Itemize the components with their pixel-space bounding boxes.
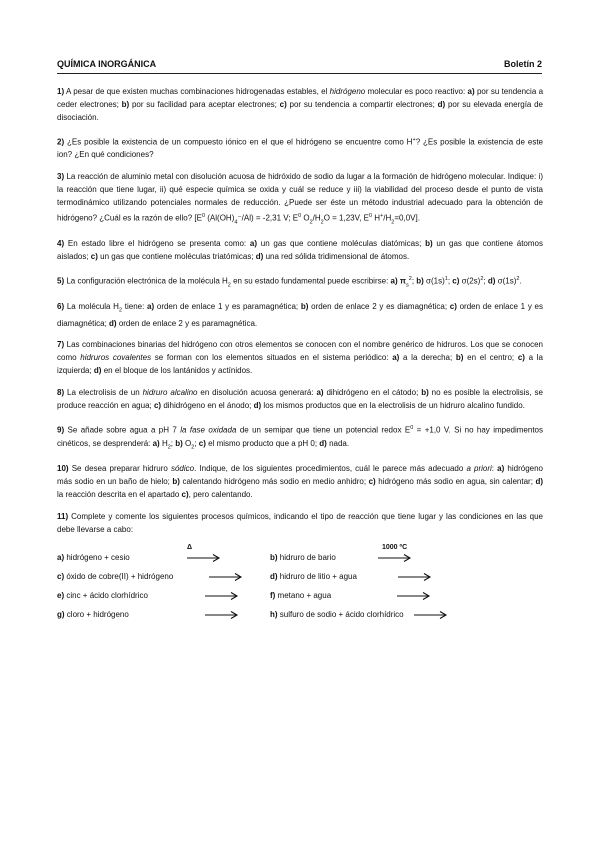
- question-text: b): [121, 99, 130, 109]
- question-text: c): [517, 353, 525, 363]
- question-4: [57, 238, 543, 264]
- question-text: La electrolisis de un: [67, 388, 143, 398]
- question-text: orden de enlace 1 y es paramagnética;: [154, 302, 301, 312]
- question-text: ;: [194, 438, 199, 448]
- question-number: 2): [57, 137, 65, 147]
- question-text: c): [279, 99, 287, 109]
- reaction-arrow-icon: [205, 610, 239, 620]
- reaction-item: [270, 590, 331, 603]
- question-text: no es posible la electrolisis, se produce reacción en agua;: [57, 388, 543, 411]
- reaction-arrow-icon: [398, 572, 432, 582]
- question-text: por su tendencia a ceder electrones;: [57, 87, 544, 109]
- question-text: d): [487, 276, 496, 286]
- question-text: 0: [298, 212, 302, 219]
- reaction-label: f): [270, 590, 276, 600]
- question-text: un gas que contiene átomos aislados;: [57, 239, 543, 261]
- question-text: d): [93, 366, 102, 376]
- question-text: σ(1s): [495, 276, 517, 286]
- question-number: 8): [57, 388, 65, 398]
- question-text: =0,0V].: [394, 213, 420, 223]
- question-text: Se desea preparar hidruro: [71, 464, 171, 474]
- question-text: 2: [480, 275, 484, 282]
- question-text: calentando hidrógeno más sodio en medio anhidro;: [179, 476, 369, 486]
- page-header: [57, 57, 542, 74]
- question-8: [57, 387, 543, 413]
- question-text: b): [300, 302, 309, 312]
- question-text: orden de enlace 2 y es paramagnética.: [116, 318, 258, 328]
- question-text: a): [392, 353, 400, 363]
- question-text: π: [399, 276, 406, 286]
- question-text: O: [301, 213, 310, 223]
- question-text: b): [425, 239, 433, 249]
- question-text: ? ¿Es posible la existencia de este ion? ¿En qué condiciones?: [57, 137, 543, 160]
- question-text: Se añade sobre agua a pH 7: [67, 425, 181, 435]
- reaction-label: c): [57, 571, 65, 581]
- question-text: d): [535, 476, 543, 486]
- question-7: [57, 339, 543, 378]
- question-text: . Indique, de los siguientes procedimientos, cuál le parece más adecuado: [194, 464, 467, 474]
- question-6: [57, 301, 543, 330]
- question-text: La molécula H: [66, 302, 119, 312]
- question-text: 2: [191, 444, 195, 451]
- reaction-label: h): [270, 609, 278, 619]
- question-text: 0: [369, 212, 373, 219]
- reaction-item: [57, 590, 148, 603]
- question-text: a priori: [466, 464, 492, 474]
- question-text: 0: [410, 424, 414, 431]
- question-text: d): [319, 438, 327, 448]
- question-text: tiene:: [122, 302, 148, 312]
- question-text: Complete y comente los siguientes procesos químicos, indicando el tipo de reacción que tiene lugar y las condiciones en las que debe llevarse a cabo:: [57, 511, 544, 534]
- question-text: a la izquierda;: [57, 353, 543, 376]
- question-list: [57, 86, 543, 626]
- question-text: 2: [309, 219, 313, 226]
- reaction-arrow-icon: [187, 553, 221, 563]
- reaction-item: [270, 571, 357, 584]
- question-number: 3): [57, 172, 65, 182]
- question-text: 2: [227, 282, 231, 289]
- question-number: 1): [57, 87, 65, 96]
- question-1: [57, 86, 543, 125]
- question-text: σ(2s): [459, 276, 481, 286]
- question-text: /H: [383, 213, 392, 223]
- question-text: en el bloque de los lantánidos y actínidos.: [101, 366, 253, 376]
- question-text: orden de enlace 2 y es diamagnética;: [308, 302, 450, 312]
- question-text: c): [153, 401, 162, 411]
- question-text: los mismos productos que en la electrolisis de un hidruro alcalino fundido.: [261, 401, 525, 411]
- question-text: Las combinaciones binarias del hidrógeno con otros elementos se conocen con el nombre genérico de hidruros. Los que se conocen como: [57, 340, 543, 363]
- question-text: c): [90, 251, 98, 261]
- question-text: dihidrógeno en el cátodo;: [323, 388, 422, 398]
- reaction-label: a): [57, 552, 65, 562]
- reaction-label: e): [57, 590, 65, 600]
- question-text: a): [152, 438, 160, 448]
- question-11: [57, 511, 543, 537]
- question-text: a la derecha;: [399, 353, 456, 363]
- question-text: ¿Es posible la existencia de un compuesto iónico en el que el hidrógeno se encuentre como H: [67, 137, 413, 147]
- question-text: en disolución acuosa generará:: [197, 388, 317, 398]
- question-text: 2: [118, 307, 123, 314]
- question-text: 2: [408, 275, 412, 282]
- question-text: por su facilidad para aceptar electrones;: [129, 99, 280, 109]
- question-text: una red sólida tridimensional de átomos.: [263, 251, 410, 261]
- question-3: [57, 171, 543, 229]
- reaction-arrow-icon: [414, 610, 448, 620]
- question-text: = +1,0 V. Si no hay impedimentos cinéticos, se desprenderá:: [57, 425, 544, 448]
- question-text: ;: [483, 276, 488, 286]
- reaction-reactants: hidrógeno + cesio: [64, 552, 130, 562]
- reaction-reactants: hidruro de bario: [277, 552, 336, 562]
- question-text: a): [316, 388, 324, 398]
- question-text: en su estado fundamental puede escribirse:: [230, 276, 391, 286]
- reaction-arrow-icon: [397, 591, 431, 601]
- question-text: el mismo producto que a pH 0;: [205, 438, 320, 448]
- question-text: b): [175, 438, 183, 448]
- question-text: por su tendencia a compartir electrones;: [286, 99, 438, 109]
- question-text: +: [380, 212, 384, 219]
- question-text: c): [181, 489, 189, 499]
- question-text: un gas que contiene moléculas diatómicas;: [257, 239, 426, 249]
- reaction-arrow-icon: [209, 572, 243, 582]
- question-text: hidrógeno más sodio en agua, sin calentar;: [375, 476, 536, 486]
- question-text: σ(1s): [423, 276, 445, 286]
- reaction-reactants: cinc + ácido clorhídrico: [64, 590, 148, 600]
- question-text: a): [249, 239, 258, 249]
- question-text: s: [406, 282, 409, 289]
- question-text: 2: [516, 275, 520, 282]
- question-text: 4: [234, 219, 238, 226]
- reaction-arrow-icon: [205, 591, 239, 601]
- question-number: 7): [57, 340, 65, 350]
- reaction-label: b): [270, 552, 278, 562]
- reaction-item: [270, 552, 336, 565]
- reaction-label: g): [57, 609, 65, 619]
- question-text: se forman con los elementos situados en el sistema periódico:: [151, 353, 393, 363]
- course-title: QUÍMICA INORGÁNICA: [57, 59, 157, 69]
- question-2: [57, 134, 543, 162]
- question-text: a): [497, 464, 505, 474]
- reaction-item: [270, 609, 404, 622]
- question-text: 0: [201, 212, 206, 219]
- question-text: c): [449, 302, 457, 312]
- question-text: ⁻/Al) = -2,31 V; E: [237, 213, 299, 223]
- question-text: d): [437, 99, 446, 109]
- sheet-title: Boletín 2: [503, 59, 542, 69]
- question-number: 5): [57, 276, 65, 286]
- question-text: 2: [167, 444, 171, 451]
- question-text: hidruro alcalino: [142, 388, 198, 398]
- reaction-label: d): [270, 571, 278, 581]
- question-text: c): [198, 438, 206, 448]
- question-text: 1: [444, 275, 448, 282]
- question-text: , pero calentando.: [188, 489, 253, 499]
- reaction-reactants: óxido de cobre(II) + hidrógeno: [64, 571, 174, 581]
- question-text: b): [416, 276, 424, 286]
- question-9: [57, 422, 543, 454]
- question-text: :: [491, 464, 498, 474]
- question-text: /H: [312, 213, 321, 223]
- question-text: ;: [447, 276, 453, 286]
- question-text: a): [147, 302, 155, 312]
- question-text: A pesar de que existen muchas combinaciones hidrogenadas estables, el: [66, 87, 330, 96]
- reaction-condition: Δ: [187, 543, 193, 551]
- question-text: ;: [170, 438, 176, 448]
- question-text: La reacción de aluminio metal con disolución acuosa de hidróxido de sodio da lugar a la formación de hidrógeno molecular. Indique: i) la reacción que tiene lugar, ii) qué especie química se oxida y cuál se reduce y iii) la viabilidad del proceso desde el punto de vista termodinámico utilizando potenciales normales de reducción. ¿Puede ser éste un método industrial adecuado para la obtención de hidrógeno? ¿Cuál es la razón de ello? [E: [57, 172, 543, 223]
- question-10: [57, 463, 543, 502]
- question-text: b): [421, 388, 429, 398]
- question-number: 11): [57, 511, 69, 521]
- reaction-item: [57, 609, 129, 622]
- question-text: un gas que contiene moléculas triatómicas;: [97, 251, 256, 261]
- question-text: de un semipar que tiene un potencial redox E: [236, 425, 411, 435]
- question-text: hidrógeno más sodio en un baño de hielo;: [57, 464, 543, 486]
- question-text: nada.: [326, 438, 350, 448]
- question-text: sódico: [170, 464, 195, 474]
- question-text: molecular es poco reactivo:: [365, 87, 468, 96]
- question-text: En estado libre el hidrógeno se presenta como:: [67, 239, 250, 249]
- question-text: c): [452, 276, 460, 286]
- question-text: O = 1,23V, E: [323, 213, 369, 223]
- question-text: d): [255, 251, 264, 261]
- question-text: b): [172, 476, 180, 486]
- reaction-item: [57, 571, 173, 584]
- question-text: 2: [320, 219, 324, 226]
- question-text: 2: [391, 219, 395, 226]
- question-text: a): [390, 276, 398, 286]
- question-number: 9): [57, 425, 65, 435]
- question-text: +: [412, 136, 416, 143]
- question-text: dihidrógeno en el ánodo;: [161, 401, 254, 411]
- question-text: d): [253, 401, 262, 411]
- question-text: H: [159, 438, 168, 448]
- question-text: b): [455, 353, 464, 363]
- reaction-list: [57, 543, 543, 626]
- question-text: (Al(OH): [205, 213, 235, 223]
- question-number: 6): [57, 302, 65, 312]
- question-text: .: [519, 276, 522, 286]
- question-text: a): [467, 87, 475, 96]
- question-text: ;: [411, 276, 417, 286]
- question-text: hidruros covalentes: [80, 353, 152, 363]
- question-text: por su elevada energía de disociación.: [57, 99, 544, 122]
- reaction-item: [57, 552, 130, 565]
- question-text: la fase oxidada: [180, 425, 237, 435]
- question-text: H: [372, 213, 381, 223]
- reaction-reactants: hidruro de litio + agua: [277, 571, 357, 581]
- question-text: en el centro;: [463, 353, 518, 363]
- question-text: hidrógeno: [329, 87, 366, 96]
- reaction-reactants: metano + agua: [275, 590, 332, 600]
- reaction-reactants: cloro + hidrógeno: [64, 609, 129, 619]
- question-text: la reacción descrita en el apartado: [57, 489, 182, 499]
- reaction-reactants: sulfuro de sodio + ácido clorhídrico: [277, 609, 404, 619]
- question-5: [57, 273, 543, 292]
- reaction-condition: 1000 ºC: [382, 543, 408, 551]
- question-text: La configuración electrónica de la molécula H: [66, 276, 228, 286]
- question-number: 4): [57, 239, 65, 249]
- question-text: d): [109, 318, 117, 328]
- question-text: orden de enlace 1 y es diamagnética;: [57, 302, 544, 328]
- question-number: 10): [57, 464, 69, 474]
- question-text: O: [182, 438, 192, 448]
- question-text: c): [368, 476, 376, 486]
